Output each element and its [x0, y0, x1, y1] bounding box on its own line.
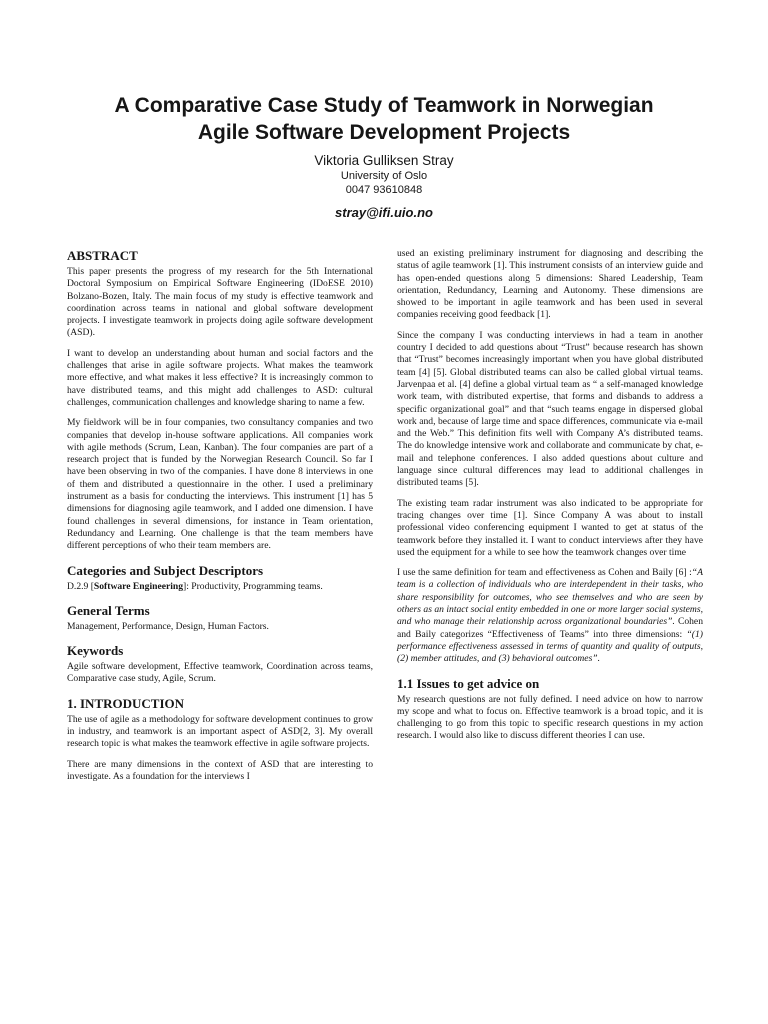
- effectiveness-dimensions-quote: “(1) performance effectiveness assessed in terms of quantity and quality of outputs, (2) member attitudes, and (3) behavioral outcomes”.: [397, 628, 703, 665]
- introduction-paragraph-1: The use of agile as a methodology for software development continues to grow in industry, and teamwork is an important aspect of ASD[2, 3]. My overall research topic is what makes the teamwork effective in agile software projects.: [67, 713, 373, 750]
- section-1-1-heading: 1.1 Issues to get advice on: [397, 675, 540, 691]
- general-terms-heading: General Terms: [67, 602, 150, 618]
- introduction-heading: 1. INTRODUCTION: [67, 695, 185, 711]
- abstract-paragraph-1: This paper presents the progress of my research for the 5th International Doctoral Symposium on Empirical Software Engineering (IDoESE 2010) Bolzano-Bozen, Italy. The main focus of my study is effective teamwork and coordination across teams in national and global software development projects. I investigate teamwork in projects doing agile software development (ASD).: [67, 266, 373, 339]
- right-paragraph-2: Since the company I was conducting interviews in had a team in another country I decided to add questions about “Trust” because research has shown that “Trust” becomes increasingly important when you have global distributed team [4] [5]. Global distributed teams can also be called global virtual teams. Jarvenpaa et al. [4] define a global virtual team as “ a self-managed knowledge work team, with distributed expertise, that forms and disbands to address a specific organizational goal” and that “such teams engage in dispersed global work and, because of large time and space differences, communicate via e-mail and the Web.” This definition fits well with Company A’s distributed teams. The do knowledge intensive work and collaborate and communicate by chat, e-mail and telephone conferences. I also added questions about culture and language since cultural differences may lead to additional challenges in distributed teams [5].: [397, 329, 703, 489]
- right-paragraph-3: The existing team radar instrument was also indicated to be appropriate for tracing changes over time [1]. Since Company A was about to install professional video conferencing equipment I wanted to get at status of the teamwork before they installed it. I want to conduct interviews after they have used the equipment for a while to see how the teamwork changes over time: [397, 497, 703, 558]
- effectiveness-intro: Cohen and Baily categorizes “Effectiveness of Teams” into three dimensions:: [397, 616, 703, 640]
- abstract-heading: ABSTRACT: [67, 248, 138, 263]
- author-affiliation: University of Oslo: [340, 170, 428, 182]
- abstract-paragraph-2: I want to develop an understanding about human and social factors and the challenges that arise in agile software projects. What makes the teamwork more effective, and what makes it less effective? It is increasingly common to have distributed teams, and this might add challenges to ASD: cultural challenges, communication challenges and knowledge sharing to name a few.: [67, 347, 373, 408]
- paper-title: [40, 92, 728, 146]
- definition-intro: I use the same definition for team and effectiveness as Cohen and Baily [6] :: [397, 567, 692, 579]
- abstract-paragraph-3: My fieldwork will be in four companies, two consultancy companies and two companies that develop in-house software applications. All companies work with agile methods (Scrum, Lean, Kanban). The four companies are part of a research project that is funded by the Norwegian Research Council. So far I have been observing in two of the companies. I have done 8 interviews in one of them and distributed a questionnaire in the other. I used a preliminary instrument as a basis for conducting the interviews. This instrument [1] has 5 dimensions for diagnosing agile teamwork, and I added one dimension. I have found challenges in several dimensions, for instance in Team orientation, Redundancy and Learning. One challenge is that the team members have different perceptions of who their team members are.: [67, 417, 373, 552]
- general-terms-text: Management, Performance, Design, Human Factors.: [67, 620, 269, 632]
- title-line-1: A Comparative Case Study of Teamwork in Norwegian: [114, 94, 654, 117]
- author-name: Viktoria Gulliksen Stray: [314, 153, 454, 168]
- author-email: stray@ifi.uio.no: [335, 205, 433, 220]
- categories-rest: ]: Productivity, Programming teams.: [183, 580, 323, 592]
- left-column: [67, 248, 373, 791]
- right-paragraph-4: [397, 567, 703, 665]
- title-line-2: Agile Software Development Projects: [197, 121, 571, 144]
- keywords-heading: Keywords: [67, 643, 124, 659]
- keywords-text: Agile software development, Effective teamwork, Coordination across teams, Comparative case study, Agile, Scrum.: [67, 661, 373, 685]
- introduction-paragraph-2: There are many dimensions in the context of ASD that are interesting to investigate. As a foundation for the interviews I: [67, 758, 373, 782]
- categories-code: D.2.9 [: [67, 580, 94, 592]
- team-definition-quote: “A team is a collection of individuals who are interdependent in their tasks, who share responsibility for outcomes, who see themselves and who are seen by others as an intact social entity embedded in one or more larger social systems, and who manage their relationship across organizational boundaries”.: [397, 567, 703, 628]
- author-phone: 0047 93610848: [345, 184, 423, 196]
- right-column: [397, 248, 703, 751]
- right-paragraph-5: My research questions are not fully defined. I need advice on how to narrow my scope and what to focus on. Effective teamwork is a broad topic, and it is challenging to go from this topic to specific research questions in my action research. I would also like to discuss different theories I can use.: [397, 693, 703, 742]
- categories-bold-term: Software Engineering: [93, 580, 184, 592]
- categories-text: [67, 581, 373, 593]
- categories-heading: Categories and Subject Descriptors: [67, 562, 264, 578]
- right-paragraph-1: used an existing preliminary instrument for diagnosing and describing the status of agile teamwork [1]. This instrument consists of an interview guide and has open-ended questions along 5 dimensions: Shared Leadership, Team orientation, Redundancy, Learning and Autonomy. These dimensions are showed to be important in agile teamwork and has been used in several companies receiving good feedback [1].: [397, 248, 703, 321]
